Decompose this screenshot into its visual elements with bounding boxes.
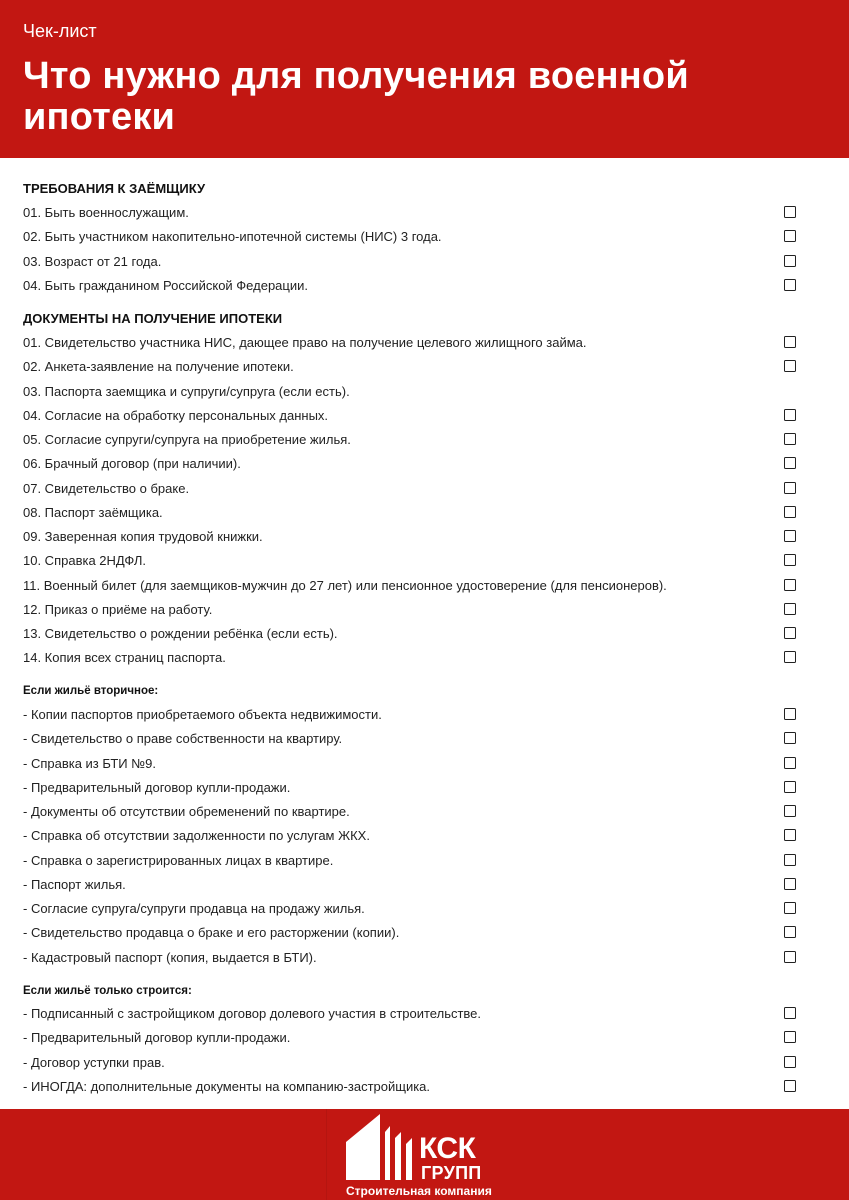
- checklist-item-text: 13. Свидетельство о рождении ребёнка (если есть).: [23, 626, 338, 641]
- checklist-item: [23, 331, 803, 355]
- checklist-item: [23, 873, 803, 897]
- checklist-item-text: - Кадастровый паспорт (копия, выдается в БТИ).: [23, 949, 317, 965]
- checklist-item-text: 09. Заверенная копия трудовой книжки.: [23, 529, 263, 544]
- checklist-item: [23, 1075, 803, 1099]
- checklist-item: [23, 477, 803, 501]
- checklist-item: [23, 1002, 803, 1026]
- checklist-item-text: - Предварительный договор купли-продажи.: [23, 779, 291, 795]
- section-heading: ТРЕБОВАНИЯ К ЗАЁМЩИКУ: [23, 181, 206, 196]
- checkbox[interactable]: [784, 1056, 796, 1068]
- checklist-item: [23, 727, 803, 751]
- checkbox[interactable]: [784, 1007, 796, 1019]
- checklist-item: [23, 946, 803, 970]
- checklist-item-text: 04. Быть гражданином Российской Федерации.: [23, 277, 308, 293]
- checklist-item-text: 06. Брачный договор (при наличии).: [23, 456, 241, 472]
- checklist-item-text: 04. Согласие на обработку персональных данных.: [23, 407, 329, 423]
- checkbox[interactable]: [784, 1080, 796, 1092]
- checklist-item: [23, 1026, 803, 1050]
- building-icon: [344, 1112, 420, 1182]
- checklist-item-text: - Согласие супруга/супруги продавца на продажу жилья.: [23, 901, 365, 916]
- checklist-item: [23, 824, 803, 848]
- checklist-item-text: - Копии паспортов приобретаемого объекта недвижимости.: [23, 707, 382, 722]
- checkbox[interactable]: [784, 603, 796, 615]
- page-title-line1: Что нужно для получения военной: [23, 55, 689, 97]
- checkbox[interactable]: [784, 457, 796, 469]
- checkbox[interactable]: [784, 708, 796, 720]
- checklist-item-text: 01. Быть военнослужащим.: [23, 205, 189, 220]
- checklist-item-text: 14. Копия всех страниц паспорта.: [23, 650, 226, 666]
- page-title-line2: ипотеки: [23, 96, 176, 138]
- checklist-item: [23, 646, 803, 670]
- header-banner: [0, 0, 849, 158]
- company-logo: [344, 1112, 514, 1200]
- checklist-item: [23, 274, 803, 298]
- checkbox[interactable]: [784, 554, 796, 566]
- checkbox[interactable]: [784, 878, 796, 890]
- checklist-item: [23, 404, 803, 428]
- logo-ksk-text: КСК: [419, 1132, 476, 1165]
- section-heading: Если жильё только строится:: [23, 985, 192, 997]
- checklist-item: [23, 525, 803, 549]
- logo-tagline: Строительная компания: [346, 1184, 492, 1198]
- checkbox[interactable]: [784, 805, 796, 817]
- checklist-item-text: 02. Быть участником накопительно-ипотечной системы (НИС) 3 года.: [23, 229, 442, 245]
- checkbox[interactable]: [784, 255, 796, 267]
- checklist-item: [23, 452, 803, 476]
- kicker-label: Чек-лист: [23, 21, 97, 41]
- checklist-item-text: - Справка из БТИ №9.: [23, 755, 157, 771]
- checklist-item: [23, 1051, 803, 1075]
- checklist-item: [23, 250, 803, 274]
- checklist-item-text: 02. Анкета-заявление на получение ипотеки.: [23, 359, 294, 375]
- checklist-item: [23, 622, 803, 646]
- checklist-item-text: - ИНОГДА: дополнительные документы на компанию-застройщика.: [23, 1078, 431, 1094]
- footer-divider: [326, 1109, 327, 1200]
- checklist-item: [23, 752, 803, 776]
- checkbox[interactable]: [784, 230, 796, 242]
- checklist-item-text: - Предварительный договор купли-продажи.: [23, 1030, 291, 1046]
- checklist-item-text: - Справка об отсутствии задолженности по услугам ЖКХ.: [23, 828, 370, 844]
- checkbox[interactable]: [784, 854, 796, 866]
- checklist-item: [23, 776, 803, 800]
- checkbox[interactable]: [784, 951, 796, 963]
- checkbox[interactable]: [784, 651, 796, 663]
- checklist-item: [23, 849, 803, 873]
- checkbox[interactable]: [784, 409, 796, 421]
- section-heading: Если жильё вторичное:: [23, 685, 159, 697]
- checkbox[interactable]: [784, 279, 796, 291]
- checklist-item: [23, 897, 803, 921]
- checklist-item: [23, 800, 803, 824]
- checklist-item: [23, 501, 803, 525]
- checkbox[interactable]: [784, 627, 796, 639]
- checklist-item-text: - Справка о зарегистрированных лицах в квартире.: [23, 852, 334, 868]
- checkbox[interactable]: [784, 781, 796, 793]
- checklist-item: [23, 380, 803, 404]
- checkbox[interactable]: [784, 1031, 796, 1043]
- checkbox[interactable]: [784, 530, 796, 542]
- section-heading: ДОКУМЕНТЫ НА ПОЛУЧЕНИЕ ИПОТЕКИ: [23, 311, 283, 326]
- checklist-item: [23, 549, 803, 573]
- checklist-item-text: 12. Приказ о приёме на работу.: [23, 601, 213, 617]
- checklist-item: [23, 703, 803, 727]
- checklist-item-text: 01. Свидетельство участника НИС, дающее право на получение целевого жилищного займа.: [23, 335, 587, 350]
- checklist-item-text: 10. Справка 2НДФЛ.: [23, 553, 147, 569]
- checkbox[interactable]: [784, 206, 796, 218]
- checkbox[interactable]: [784, 926, 796, 938]
- checkbox[interactable]: [784, 482, 796, 494]
- checklist-item: [23, 201, 803, 225]
- checkbox[interactable]: [784, 360, 796, 372]
- checklist-item: [23, 598, 803, 622]
- checklist-item: [23, 921, 803, 945]
- checklist-item: [23, 355, 803, 379]
- checklist-item: [23, 574, 803, 598]
- checklist-item-text: 05. Согласие супруги/супруга на приобретение жилья.: [23, 432, 351, 447]
- checkbox[interactable]: [784, 829, 796, 841]
- checklist-item-text: 08. Паспорт заёмщика.: [23, 504, 163, 520]
- checklist-item-text: - Паспорт жилья.: [23, 876, 126, 892]
- checklist-item-text: 03. Возраст от 21 года.: [23, 253, 162, 269]
- checklist-item-text: - Свидетельство о праве собственности на квартиру.: [23, 731, 343, 747]
- checklist-item-text: 07. Свидетельство о браке.: [23, 480, 190, 496]
- checklist-item-text: - Договор уступки прав.: [23, 1054, 165, 1070]
- page-title: [23, 56, 689, 138]
- checklist-item: [23, 225, 803, 249]
- checkbox[interactable]: [784, 506, 796, 518]
- checkbox[interactable]: [784, 579, 796, 591]
- checklist-item-text: - Свидетельство продавца о браке и его расторжении (копии).: [23, 925, 400, 941]
- checkbox[interactable]: [784, 732, 796, 744]
- checklist-item-text: 03. Паспорта заемщика и супруги/супруга (если есть).: [23, 383, 350, 399]
- checkbox[interactable]: [784, 336, 796, 348]
- checkbox[interactable]: [784, 433, 796, 445]
- logo-grupp-text: ГРУПП: [421, 1163, 482, 1183]
- checkbox[interactable]: [784, 757, 796, 769]
- checklist-item-text: 11. Военный билет (для заемщиков-мужчин до 27 лет) или пенсионное удостоверение (для пенсионеров).: [23, 577, 667, 593]
- checklist-item-text: - Подписанный с застройщиком договор долевого участия в строительстве.: [23, 1006, 482, 1021]
- checkbox[interactable]: [784, 902, 796, 914]
- checklist-item-text: - Документы об отсутствии обременений по квартире.: [23, 804, 350, 819]
- checklist-item: [23, 428, 803, 452]
